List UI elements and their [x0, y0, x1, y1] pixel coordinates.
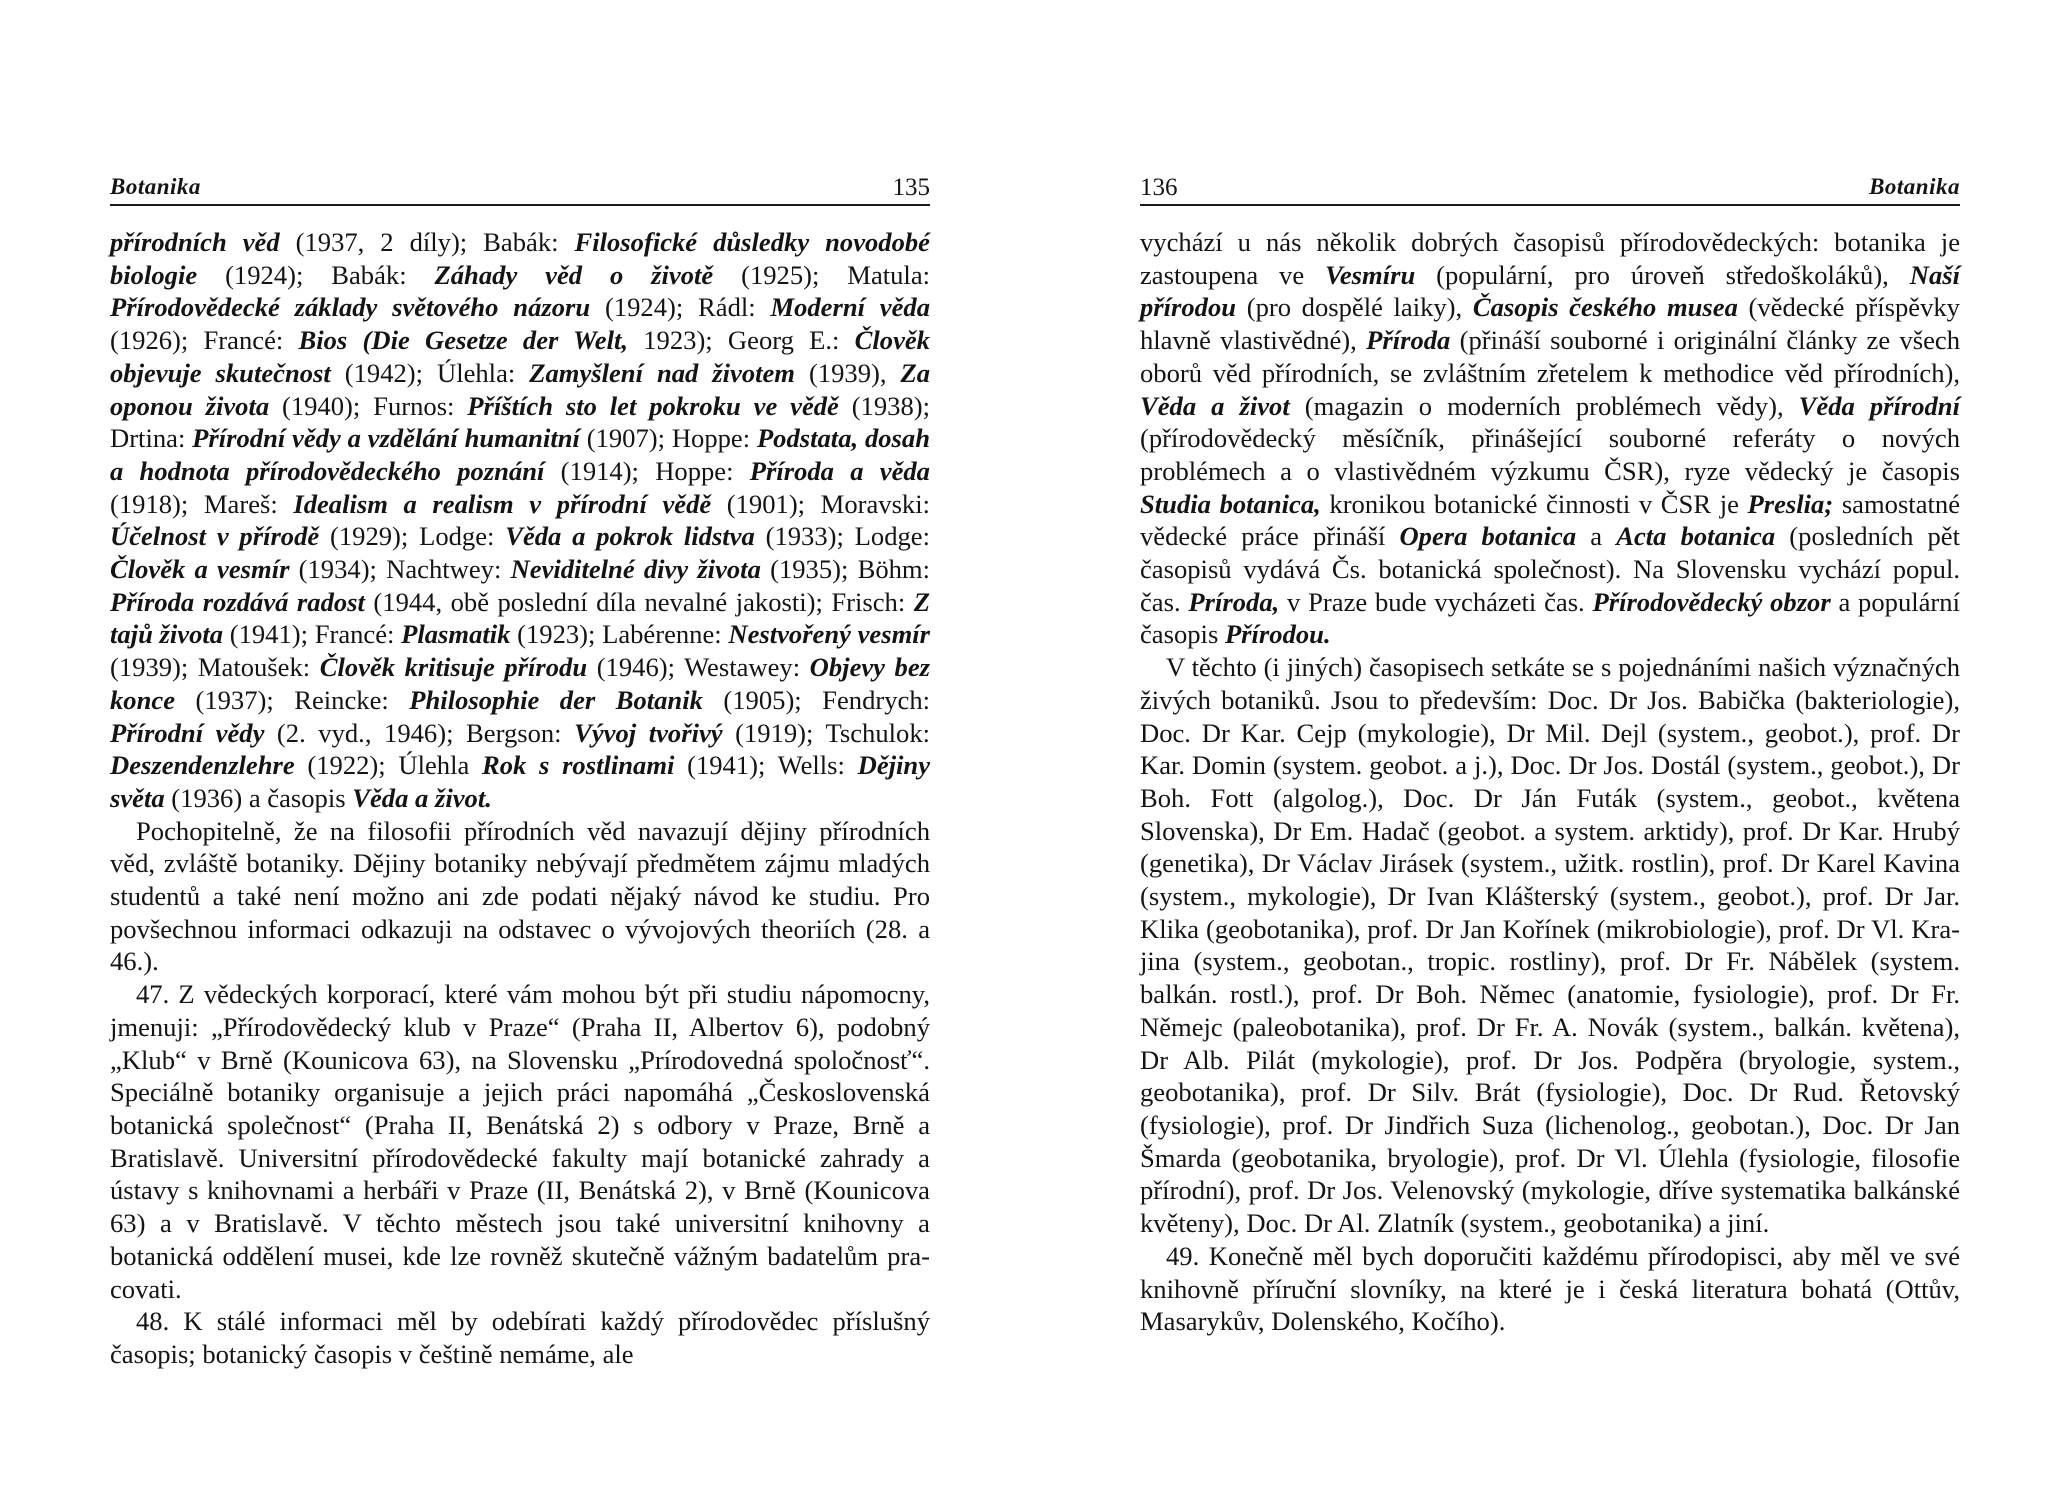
journal-entry-text: kronikou botanické činnosti v ČSR je — [1320, 488, 1748, 519]
journal-entry-text: (vědecké příspěvky hlavně vlastivědné), — [1140, 292, 1960, 356]
right-body-text — [1140, 226, 1960, 1338]
bibliography-entry-title: Objevy bez konce — [110, 652, 930, 715]
bibliography-entry-title: Idealism a realism v přírodní vědě — [293, 488, 712, 519]
bibliography-entry-title: Dějiny světa — [110, 750, 931, 813]
journal-entry-title: Vesmíru — [1325, 259, 1416, 290]
right-running-title: Botanika — [1869, 174, 1960, 199]
bibliography-entry-title: Plasmatik — [401, 619, 511, 650]
paragraph-47: 47. Z vědeckých korporací, které vám mohou být při studiu nápomocny, jmenuji: „Přírodovědecký klub v Praze“ (Praha II, Albertov 6), podobný „Klub“ v Brně (Kounicova 63), na Slovensku „Prírodovedná spoločnosť“. Speciálně botaniky organisuje a jejich práci napomáhá „Československá botanická společnost“ (Praha II, Benátská 2) s odbory v Praze, Brně a Bratislavě. Universitní přírodovědecké fakulty mají botanické zahrady a ústavy s knihovnami a herbáři v Praze (II, Benátská 2), v Brně (Kounicova 63) a v Bratislavě. V těchto městech jsou také universitní knihovny a botanická oddělení musei, kde lze rovněž skutečně vážným badatelům pracovati. — [110, 979, 930, 1304]
journal-entry-title: Opera botanica — [1399, 521, 1577, 552]
left-page — [110, 0, 930, 1500]
journal-entry-title: Naší přírodou — [1140, 259, 1960, 323]
botanists-paragraph: V těchto (i jiných) časopisech setkáte se s pojednáními našich význačných živých botaniků. Jsou to především: Doc. Dr Jos. Babička (bakteriologie), Doc. Dr Kar. Cejp (mykologie), Dr Mil. Dejl (system., geobot.), prof. Dr Kar. Domin (system. geobot. a j.), Doc. Dr Jos. Dostál (system., geobot.), Dr Boh. Fott (algolog.), Doc. Dr Ján Futák (system., geobot., květena Slovenska), Dr Em. Hadač (geobot. a system. arktidy), prof. Dr Kar. Hrubý (genetika), Dr Václav Jirásek (system., užitk. rostlin), prof. Dr Karel Kavina (system., mykologie), Dr Ivan Klášterský (system., geobot.), prof. Dr Jar. Klika (geobotanika), prof. Dr Jan Kořínek (mikrobiologie), prof. Dr Vl. Krajina (system., geobotan., tropic. rostliny), prof. Dr Fr. Nábělek (system. balkán. rostl.), prof. Dr Boh. Němec (anatomie, fysiologie), prof. Dr Fr. Němejc (paleobotanika), prof. Dr Fr. A. Novák (system., balkán. květena), Dr Alb. Pilát (mykologie), prof. Dr Jos. Podpěra (bryologie, system., geobotanika), prof. Dr Silv. Brát (fysiologie), Doc. Dr Rud. Řetovský (fysiologie), prof. Dr Jindřich Suza (lichenolog., geobotan.), Doc. Dr Jan Šmarda (geobotanika, bryologie), prof. Dr Vl. Úlehla (fysiologie, filosofie přírodní), prof. Dr Jos. Velenovský (mykologie, dříve systematika balkánské květeny), Doc. Dr Al. Zlatník (system., geobotanika) a jiní. — [1140, 652, 1960, 1239]
bibliography-entry-text: (1919); Tschulok: — [722, 717, 931, 748]
bibliography-entry-text: (1939); Matoušek: — [110, 652, 320, 683]
bibliography-entry-title: Věda a pokrok lidstva — [505, 521, 755, 552]
bibliography-entry-text: (1933); Lodge: — [754, 521, 931, 552]
bibliography-entry-text: 1923); Georg E.: — [628, 325, 855, 356]
bibliography-entry-text: (1905); Fendrych: — [702, 684, 931, 715]
bibliography-entry-title: Účelnost v přírodě — [110, 521, 320, 552]
right-page-number: 136 — [1140, 174, 1178, 201]
bibliography-entry-title: Člověk kritisuje přírodu — [319, 652, 588, 683]
left-running-head — [110, 170, 930, 206]
bibliography-entry-text: (1923); Labérenne: — [510, 619, 729, 650]
journal-entry-title: Věda přírodní — [1798, 390, 1960, 421]
bibliography-entry-title: přírodních věd — [110, 227, 280, 257]
journal-entry-title: Přírodou. — [1224, 619, 1331, 650]
bibliography-entry-text: (2. vyd., 1946); Bergson: — [264, 717, 575, 748]
journal-entry-title: Věda a život — [1140, 390, 1290, 421]
bibliography-entry-text: (1935); Böhm: — [760, 554, 930, 585]
bibliography-entry-text: (1925); Matula: — [713, 259, 931, 290]
bibliography-entry-text: (1922); Úlehla — [294, 750, 482, 781]
bibliography-entry-title: Příštích sto let pokroku ve vědě — [467, 390, 839, 421]
bibliography-entry-title: Deszendenzlehre — [110, 750, 295, 781]
bibliography-entry-text: (1924); Babák: — [197, 259, 435, 290]
bibliography-entry-title: Nestvořený vesmír — [728, 619, 931, 650]
journal-entry-text: a — [1576, 521, 1617, 552]
journal-entry-title: Príroda, — [1188, 586, 1280, 617]
bibliography-entry-title: Za oponou života — [110, 357, 931, 421]
bibliography-entry-title: Člověk a vesmír — [110, 554, 290, 585]
bibliography-entry-text: (1937); Reincke: — [175, 684, 410, 715]
right-running-head — [1140, 170, 1960, 206]
bibliography-entry-text: (1942); Úlehla: — [330, 357, 530, 388]
bibliography-entry-text: (1938); Drtina: — [110, 390, 930, 454]
bibliography-entry-text: (1946); Westawey: — [587, 652, 810, 683]
bibliography-entry-title: Záhady věd o životě — [434, 259, 714, 290]
journal-entry-text: v Praze bude vycházeti čas. — [1279, 586, 1593, 617]
bibliography-entry-title: Příroda a věda — [749, 455, 930, 486]
journal-entry-title: Přírodovědecký obzor — [1592, 586, 1831, 617]
journal-entry-text: samostatné vědecké práce přináší — [1140, 488, 1960, 552]
journal-entry-title: Preslia; — [1747, 488, 1834, 519]
bibliography-entry-title: Rok s rostlinami — [481, 750, 675, 781]
bibliography-entry-text: (1914); Hoppe: — [544, 455, 750, 486]
bibliography-entry-title: Z tajů života — [110, 586, 930, 650]
bibliography-entry-title: Zamyšlení nad životem — [529, 357, 795, 388]
journal-entry-title: Příroda — [1366, 325, 1451, 356]
bibliography-entry-title: Neviditelné divy života — [510, 554, 761, 585]
bibliography-entry-text: (1934); Nachtwey: — [289, 554, 511, 585]
bibliography-entry-title: Přírodovědecké základy světového názoru — [110, 292, 591, 323]
bibliography-entry-title: Filosofické důsledky novodobé biologie — [110, 227, 930, 290]
bibliography-entry-title: Moderní věda — [770, 292, 931, 323]
bibliography-entry-title: Vývoj tvořivý — [574, 717, 723, 748]
left-body-text — [110, 226, 930, 1371]
left-running-title: Botanika — [110, 174, 201, 199]
bibliography-entry-title: Věda a život. — [352, 782, 492, 813]
left-page-number: 135 — [892, 174, 930, 201]
bibliography-entry-text: (1941); Francé: — [223, 619, 402, 650]
bibliography-entry-text: (1901); Moravski: — [711, 488, 930, 519]
bibliography-entry-text: (1937, 2 díly); Babák: — [279, 227, 575, 257]
journal-entry-title: Studia botanica, — [1140, 488, 1321, 519]
bibliography-entry-title: Přírodní vědy — [110, 717, 265, 748]
bibliography-entry-title: Podstata, dosah a hodnota přírodovědeckého poznání — [110, 423, 930, 486]
bibliography-entry-text: (1944, obě poslední díla nevalné jakosti); Frisch: — [364, 586, 914, 617]
journal-entry-title: Acta botanica — [1616, 521, 1776, 552]
bibliography-entry-title: Bios (Die Gesetze der Welt, — [298, 325, 629, 356]
paragraph-49: 49. Konečně měl bych doporučiti každému přírodopisci, aby měl ve své knihovně příruční slovníky, na které je i česká literatura bohatá (Ottův, Masarykův, Dolenského, Kočího). — [1140, 1240, 1960, 1337]
bibliography-entry-text: (1926); Francé: — [110, 325, 299, 356]
bibliography-entry-title: Přírodní vědy a vzdělání humanitní — [192, 423, 580, 454]
bibliography-entry-text: (1941); Wells: — [674, 750, 858, 781]
bibliography-entry-text: (1939), — [795, 357, 901, 388]
journals-paragraph — [1140, 226, 1960, 651]
journal-entry-text: (přináší souborné i originální články ze všech oborů věd přírodních, se zvláštním zřetelem k methodice věd přírodních), — [1140, 325, 1960, 388]
journal-entry-text: (populární, pro úroveň středoškoláků), — [1415, 259, 1910, 290]
journal-entry-text: (přírodovědecký měsíčník, přinášející souborné referáty o nových problémech a o vlastivědném výzkumu ČSR), ryze vědecký je časopis — [1140, 423, 1960, 486]
bibliography-entry-text: (1907); Hoppe: — [579, 423, 757, 454]
bibliography-entry-text: (1924); Rádl: — [590, 292, 771, 323]
journal-entry-title: Časopis českého musea — [1472, 292, 1738, 323]
journal-entry-text: (magazin o moderních problémech vědy), — [1289, 390, 1799, 421]
bibliography-entry-text: (1918); Mareš: — [110, 488, 294, 519]
bibliography-paragraph — [110, 226, 930, 815]
bibliography-entry-text: (1940); Furnos: — [269, 390, 468, 421]
bibliography-entry-title: Příroda rozdává radost — [110, 586, 365, 617]
right-page — [1140, 0, 1960, 1500]
bibliography-entry-title: Člověk objevuje skutečnost — [110, 325, 930, 388]
journal-entry-text: a populární časopis — [1140, 586, 1960, 650]
bibliography-entry-title: Philosophie der Botanik — [409, 684, 703, 715]
bibliography-entry-text: (1936) a časopis — [164, 782, 353, 813]
journal-entry-text: (posledních pět časopisů vydává Čs. botanická společnost). Na Slovensku vychází popul. čas. — [1140, 521, 1960, 617]
bibliography-entry-text: (1929); Lodge: — [319, 521, 506, 552]
journal-entry-text: (pro dospělé laiky), — [1236, 292, 1473, 323]
journal-entry-text: vychází u nás několik dobrých časopisů přírodovědeckých: botanika je zastoupena ve — [1140, 227, 1960, 290]
history-paragraph: Pochopitelně, že na filosofii přírodních věd navazují dějiny přírodních věd, zvláště botaniky. Dějiny botaniky nebývají předmětem zájmu mladých studentů a také není možno ani zde podati nějaký návod ke studiu. Pro povšechnou informaci odkazuji na odstavec o vývojových theoriích (28. a 46.). — [110, 815, 930, 977]
paragraph-48: 48. K stálé informaci měl by odebírati každý přírodovědec příslušný časopis; botanický časopis v češtině nemáme, ale — [110, 1306, 930, 1369]
